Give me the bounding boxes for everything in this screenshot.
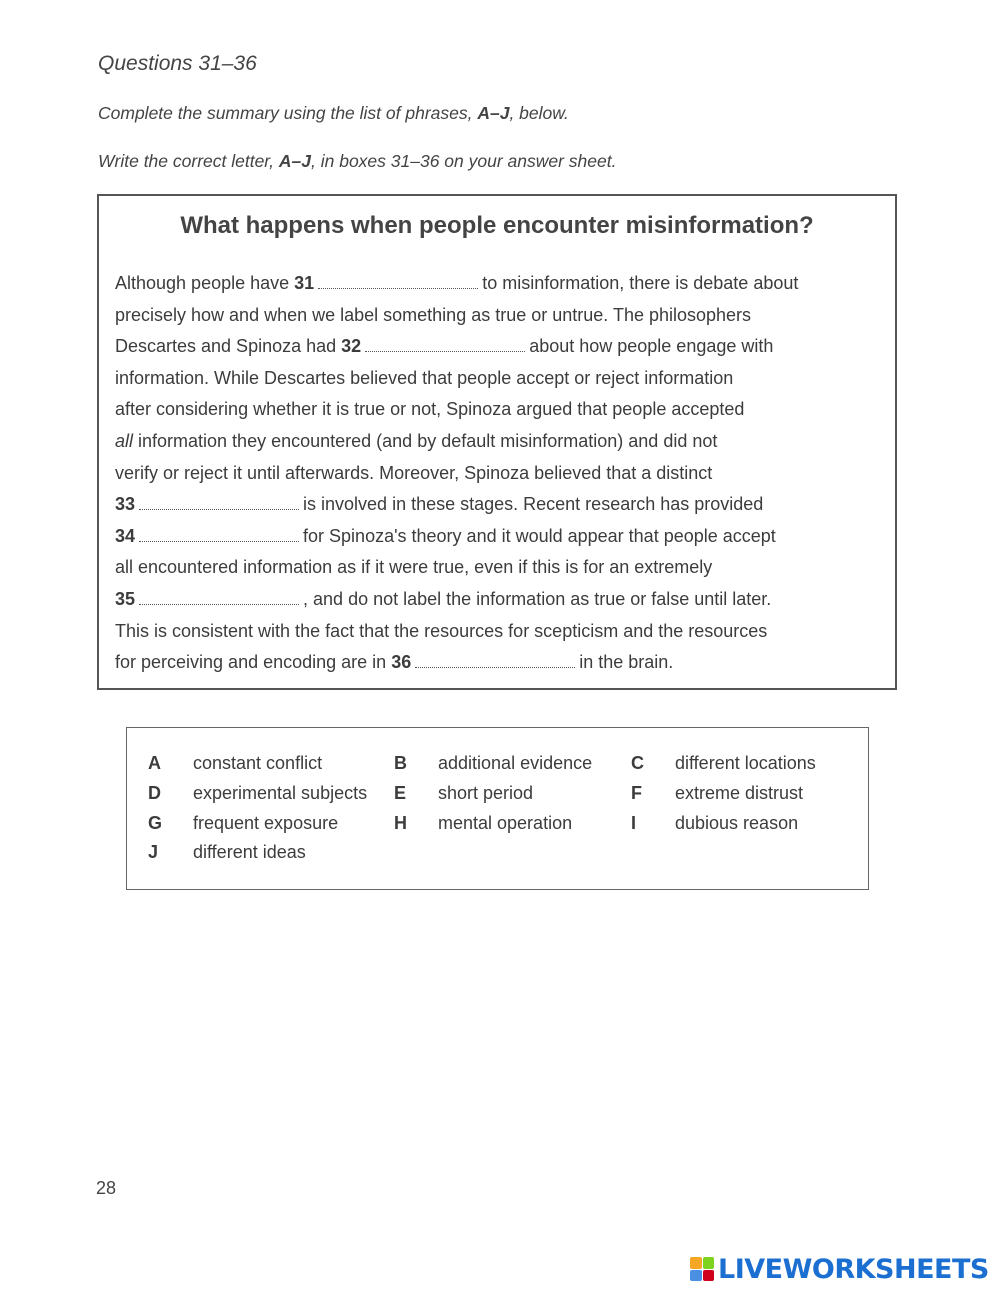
- summary-text-segment: information. While Descartes believed that people accept or reject information: [115, 367, 734, 388]
- question-number-33: 33: [115, 494, 136, 515]
- question-number-32: 32: [341, 336, 362, 357]
- answer-blank-35[interactable]: [139, 594, 299, 605]
- phrase-options-box: [126, 727, 869, 890]
- summary-text-segment: information they encountered (and by default misinformation) and did not: [133, 430, 718, 451]
- instruction-write-letter: [98, 151, 616, 172]
- answer-blank-36[interactable]: [415, 657, 575, 668]
- option-letter: E: [394, 783, 407, 803]
- instruction-text: , in boxes 31–36 on your answer sheet.: [311, 151, 617, 171]
- summary-line: [115, 394, 895, 426]
- summary-text-segment: about how people engage with: [529, 336, 774, 357]
- question-number-34: 34: [115, 525, 136, 546]
- option-phrase: constant conflict: [193, 753, 323, 773]
- emphasis-all: all: [115, 430, 134, 451]
- option-letter: I: [631, 813, 637, 833]
- summary-line: [115, 647, 895, 679]
- summary-title: What happens when people encounter misinformation?: [180, 212, 814, 239]
- question-number-35: 35: [115, 588, 136, 609]
- option-phrase: dubious reason: [675, 813, 799, 833]
- summary-line: [115, 458, 895, 490]
- option-letter: B: [394, 753, 407, 773]
- summary-text-segment: precisely how and when we label something as true or untrue. The philosophers: [115, 304, 752, 325]
- option-phrase: short period: [438, 783, 534, 803]
- option-phrase: different ideas: [193, 842, 306, 862]
- option-letter: C: [631, 753, 644, 773]
- summary-box: [97, 194, 897, 690]
- summary-line: [115, 426, 895, 458]
- question-number-36: 36: [391, 652, 412, 673]
- summary-text-segment: after considering whether it is true or not, Spinoza argued that people accepted: [115, 399, 745, 420]
- option-phrase: experimental subjects: [193, 783, 368, 803]
- option-letter: A: [148, 753, 161, 773]
- option-letter: D: [148, 783, 161, 803]
- option-letter: G: [148, 813, 163, 833]
- answer-blank-32[interactable]: [365, 341, 525, 352]
- option-phrase: frequent exposure: [193, 813, 339, 833]
- summary-text-segment: , and do not label the information as true or false until later.: [303, 588, 772, 609]
- summary-text-segment: Descartes and Spinoza had: [115, 336, 342, 357]
- option-phrase: extreme distrust: [675, 783, 804, 803]
- summary-text-segment: is involved in these stages. Recent research has provided: [303, 494, 764, 515]
- instruction-text: Complete the summary using the list of phrases,: [98, 103, 478, 123]
- liveworksheets-logo-icon: [690, 1257, 714, 1281]
- summary-line: [115, 300, 895, 332]
- summary-text-segment: This is consistent with the fact that the resources for scepticism and the resources: [115, 620, 768, 641]
- page-number: 28: [96, 1178, 117, 1198]
- summary-line: [115, 489, 895, 521]
- summary-text-segment: to misinformation, there is debate about: [482, 273, 799, 293]
- option-letter: J: [148, 842, 159, 862]
- summary-line: [115, 552, 895, 584]
- instruction-complete-summary: [98, 103, 569, 124]
- answer-blank-31[interactable]: [318, 278, 478, 289]
- question-number-31: 31: [294, 273, 315, 293]
- summary-line: [115, 584, 895, 616]
- summary-text-segment: for perceiving and encoding are in: [115, 652, 392, 673]
- summary-text-segment: verify or reject it until afterwards. Moreover, Spinoza believed that a distinct: [115, 462, 713, 483]
- liveworksheets-brand[interactable]: [690, 1253, 989, 1285]
- summary-line: [115, 331, 895, 363]
- brand-name: LIVEWORKSHEETS: [718, 1253, 989, 1285]
- answer-blank-33[interactable]: [139, 499, 299, 510]
- answer-blank-34[interactable]: [139, 531, 299, 542]
- instruction-text: , below.: [509, 103, 569, 123]
- questions-heading: Questions 31–36: [98, 52, 257, 75]
- summary-text: [115, 268, 895, 679]
- summary-text-segment: Although people have: [115, 273, 295, 293]
- instruction-range: A–J: [278, 151, 311, 171]
- option-phrase: additional evidence: [438, 753, 593, 773]
- summary-text-segment: in the brain.: [579, 652, 674, 673]
- summary-line: [115, 363, 895, 395]
- instruction-range: A–J: [477, 103, 510, 123]
- summary-line: [115, 268, 895, 300]
- option-letter: F: [631, 783, 642, 803]
- summary-line: [115, 521, 895, 553]
- option-letter: H: [394, 813, 407, 833]
- option-phrase: different locations: [675, 753, 816, 773]
- summary-line: [115, 616, 895, 648]
- instruction-text: Write the correct letter,: [98, 151, 279, 171]
- summary-text-segment: for Spinoza's theory and it would appear that people accept: [303, 525, 776, 546]
- summary-text-segment: all encountered information as if it were true, even if this is for an extremely: [115, 557, 713, 578]
- option-phrase: mental operation: [438, 813, 573, 833]
